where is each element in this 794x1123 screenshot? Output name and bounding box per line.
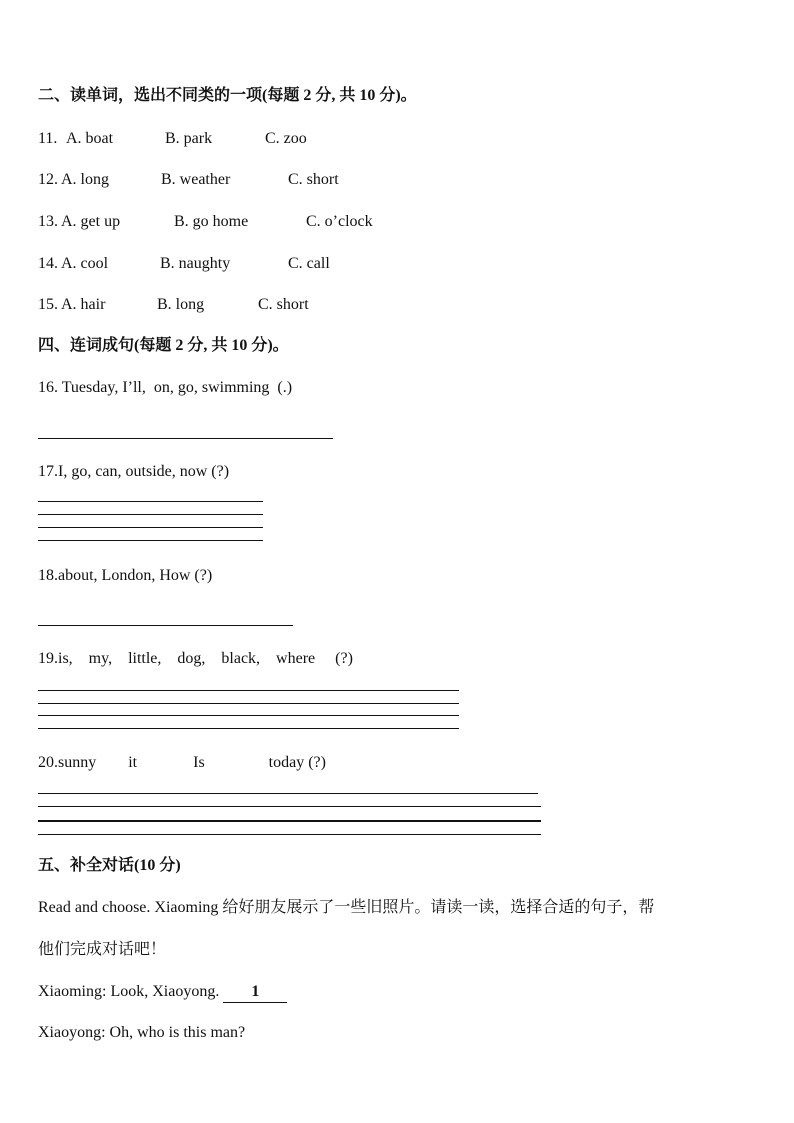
option-c: C. short [288,171,339,188]
answer-line[interactable] [38,703,459,704]
question-words: I, go, can, outside, now (?) [58,463,230,480]
question-17 [38,462,229,482]
option-c: C. call [288,255,330,272]
question-number: 11. [38,130,58,147]
question-number: 12. [38,171,58,188]
section-2-title: 二、读单词，选出不同类的一项(每题 2 分, 共 10 分)。 [38,87,417,104]
answer-line[interactable] [38,728,459,729]
question-words: about, London, How (?) [58,567,213,584]
section-5-title: 五、补全对话(10 分) [38,857,181,874]
option-a: A. hair [61,296,106,313]
answer-line[interactable] [38,715,459,716]
answer-line[interactable] [38,806,541,807]
answer-line[interactable] [38,514,263,515]
question-12 [38,170,339,190]
option-c: C. o’clock [306,213,373,230]
question-14 [38,254,330,274]
question-number: 16. [38,379,58,396]
answer-line[interactable] [38,438,333,439]
section-4-title: 四、连词成句(每题 2 分, 共 10 分)。 [38,337,289,354]
answer-line[interactable] [38,834,541,835]
question-16 [38,378,292,398]
question-words: is, my, little, dog, black, where (?) [58,650,353,667]
option-a: A. boat [66,130,114,147]
option-b: B. long [157,296,205,313]
option-a: A. cool [61,255,109,272]
answer-line[interactable] [38,625,293,626]
dialogue-text: Look, Xiaoyong. [110,983,220,1000]
answer-line[interactable] [38,820,541,822]
question-number: 13. [38,213,58,230]
question-number: 15. [38,296,58,313]
question-number: 19. [38,650,58,667]
question-number: 17. [38,463,58,480]
answer-line[interactable] [38,690,459,691]
speaker: Xiaoyong: [38,1024,106,1041]
question-number: 18. [38,567,58,584]
question-words: Tuesday, I’ll, on, go, swimming (.) [61,379,293,396]
question-19 [38,649,353,669]
question-words: sunny it Is today (?) [58,754,326,771]
option-c: C. short [258,296,309,313]
dialogue-line-2 [38,1023,245,1043]
question-number: 20. [38,754,58,771]
question-number: 14. [38,255,58,272]
option-c: C. zoo [265,130,307,147]
instruction-line-2: 他们完成对话吧！ [38,941,167,958]
option-a: A. get up [61,213,121,230]
question-18 [38,566,212,586]
question-13 [38,212,373,232]
speaker: Xiaoming: [38,983,107,1000]
dialogue-line-1 [38,982,287,1003]
question-20 [38,753,326,773]
dialogue-text: Oh, who is this man? [109,1024,246,1041]
question-11 [38,129,307,149]
option-b: B. go home [174,213,249,230]
option-b: B. park [165,130,213,147]
answer-line[interactable] [38,540,263,541]
answer-line[interactable] [38,527,263,528]
answer-line[interactable] [38,501,263,502]
instruction-line-1: Read and choose. Xiaoming 给好朋友展示了一些旧照片。请读一读，选择合适的句子，帮 [38,899,655,916]
option-b: B. weather [161,171,231,188]
option-a: A. long [61,171,109,188]
answer-line[interactable] [38,793,538,794]
option-b: B. naughty [160,255,231,272]
question-15 [38,295,309,315]
answer-blank-1[interactable]: 1 [223,982,287,1003]
